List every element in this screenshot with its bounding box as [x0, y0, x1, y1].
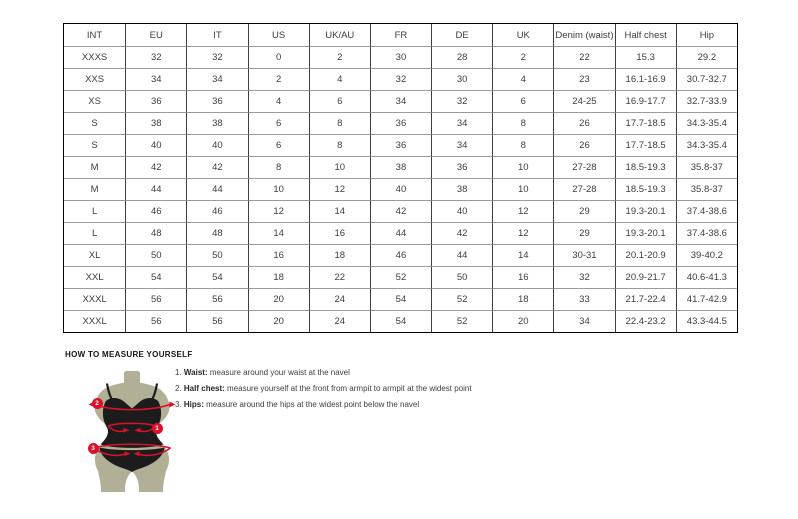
instruction-half-chest	[175, 381, 472, 397]
table-cell: 34.3-35.4	[676, 112, 737, 134]
table-cell: 16.1-16.9	[615, 68, 676, 90]
table-cell: 27-28	[553, 156, 614, 178]
table-cell: 33	[553, 288, 614, 310]
table-cell: M	[64, 156, 125, 178]
table-cell: XXXL	[64, 288, 125, 310]
table-cell: 24-25	[553, 90, 614, 112]
hips-badge: 3	[88, 443, 99, 454]
table-cell: 40	[370, 178, 431, 200]
table-cell: 8	[248, 156, 309, 178]
table-cell: 2	[492, 46, 553, 68]
column-header: IT	[186, 24, 247, 46]
table-cell: 8	[309, 112, 370, 134]
header-row	[64, 24, 737, 46]
table-cell: XXXL	[64, 310, 125, 332]
table-cell: 6	[492, 90, 553, 112]
table-cell: 46	[370, 244, 431, 266]
table-cell: 28	[431, 46, 492, 68]
table-cell: S	[64, 112, 125, 134]
table-row	[64, 244, 737, 266]
table-cell: 36	[370, 112, 431, 134]
table-cell: 18	[492, 288, 553, 310]
table-cell: 38	[431, 178, 492, 200]
table-cell: 18.5-19.3	[615, 156, 676, 178]
table-cell: 23	[553, 68, 614, 90]
table-row	[64, 68, 737, 90]
table-row	[64, 310, 737, 332]
table-cell: 34	[125, 68, 186, 90]
table-cell: 34	[186, 68, 247, 90]
table-cell: 12	[248, 200, 309, 222]
table-cell: 17.7-18.5	[615, 112, 676, 134]
instruction-number: 2.	[175, 384, 182, 393]
instruction-label: Waist:	[183, 368, 208, 377]
table-cell: 44	[186, 178, 247, 200]
table-cell: 44	[370, 222, 431, 244]
table-cell: XXXS	[64, 46, 125, 68]
table-cell: 52	[431, 310, 492, 332]
table-cell: 32	[125, 46, 186, 68]
table-cell: 19.3-20.1	[615, 200, 676, 222]
instruction-label: Half chest:	[183, 384, 225, 393]
table-cell: 10	[492, 156, 553, 178]
table-cell: 42	[125, 156, 186, 178]
table-cell: 44	[431, 244, 492, 266]
table-cell: 4	[248, 90, 309, 112]
table-cell: 56	[186, 288, 247, 310]
table-cell: 38	[186, 112, 247, 134]
table-cell: 19.3-20.1	[615, 222, 676, 244]
measure-instructions	[175, 365, 472, 413]
table-cell: 16	[309, 222, 370, 244]
table-row	[64, 288, 737, 310]
table-cell: 34	[370, 90, 431, 112]
table-cell: 20.9-21.7	[615, 266, 676, 288]
instruction-text: measure around your waist at the navel	[207, 368, 350, 377]
table-cell: 15.3	[615, 46, 676, 68]
table-cell: 4	[492, 68, 553, 90]
table-cell: 52	[370, 266, 431, 288]
table-row	[64, 46, 737, 68]
table-cell: 36	[125, 90, 186, 112]
table-cell: 20	[248, 288, 309, 310]
measurement-figure	[80, 370, 184, 492]
table-row	[64, 178, 737, 200]
table-cell: 39-40.2	[676, 244, 737, 266]
table-cell: 42	[370, 200, 431, 222]
table-cell: 26	[553, 134, 614, 156]
table-row	[64, 90, 737, 112]
column-header: INT	[86, 29, 103, 41]
table-cell: 40	[125, 134, 186, 156]
table-cell: 14	[248, 222, 309, 244]
table-cell: 2	[248, 68, 309, 90]
column-header: Half chest	[615, 24, 676, 46]
table-cell: 29	[553, 200, 614, 222]
table-cell: 10	[248, 178, 309, 200]
table-cell: 6	[309, 90, 370, 112]
table-cell: XS	[64, 90, 125, 112]
table-cell: 4	[309, 68, 370, 90]
table-cell: 12	[309, 178, 370, 200]
table-cell: M	[64, 178, 125, 200]
table-cell: 40	[431, 200, 492, 222]
instruction-hips	[175, 397, 472, 413]
table-cell: 34	[553, 310, 614, 332]
table-row	[64, 156, 737, 178]
table-cell: 8	[309, 134, 370, 156]
table-cell: 48	[186, 222, 247, 244]
table-cell: 42	[431, 222, 492, 244]
table-cell: 46	[186, 200, 247, 222]
table-cell: 8	[492, 112, 553, 134]
instruction-text: measure around the hips at the widest point below the navel	[203, 400, 420, 409]
table-row	[64, 134, 737, 156]
table-cell: L	[64, 222, 125, 244]
table-cell: 16.9-17.7	[615, 90, 676, 112]
table-cell: 22	[309, 266, 370, 288]
table-cell: 50	[125, 244, 186, 266]
table-cell: 21.7-22.4	[615, 288, 676, 310]
table-cell: XXS	[64, 68, 125, 90]
table-cell: 34	[431, 134, 492, 156]
table-cell: 27-28	[553, 178, 614, 200]
table-cell: 30	[370, 46, 431, 68]
table-cell: 24	[309, 288, 370, 310]
column-header: Denim (waist)	[553, 24, 614, 46]
column-header: DE	[431, 24, 492, 46]
table-cell: 18.5-19.3	[615, 178, 676, 200]
column-header: Hip	[676, 24, 737, 46]
table-cell: 32	[431, 90, 492, 112]
table-cell: 40	[186, 134, 247, 156]
table-cell: 41.7-42.9	[676, 288, 737, 310]
column-header: US	[248, 24, 309, 46]
instruction-label: Hips:	[183, 400, 204, 409]
table-cell: 54	[125, 266, 186, 288]
table-cell: 35.8-37	[676, 178, 737, 200]
table-row	[64, 112, 737, 134]
table-cell: 2	[309, 46, 370, 68]
table-cell: 14	[492, 244, 553, 266]
table-cell: S	[64, 134, 125, 156]
table-cell: 20.1-20.9	[615, 244, 676, 266]
table-cell: 12	[492, 200, 553, 222]
table-cell: 54	[186, 266, 247, 288]
table-cell: 10	[309, 156, 370, 178]
table-cell: 32	[553, 266, 614, 288]
table-cell: 50	[186, 244, 247, 266]
table-cell: 34	[431, 112, 492, 134]
table-cell: 42	[186, 156, 247, 178]
table-cell: 16	[492, 266, 553, 288]
table-cell: 56	[125, 288, 186, 310]
table-cell: 38	[370, 156, 431, 178]
table-cell: 6	[248, 134, 309, 156]
table-row	[64, 222, 737, 244]
table-cell: 46	[125, 200, 186, 222]
table-cell: 26	[553, 112, 614, 134]
table-cell: 34.3-35.4	[676, 134, 737, 156]
table-cell: 56	[186, 310, 247, 332]
table-cell: 8	[492, 134, 553, 156]
table-cell: 50	[431, 266, 492, 288]
table-cell: 18	[309, 244, 370, 266]
table-cell: L	[64, 200, 125, 222]
table-cell: 36	[431, 156, 492, 178]
table-cell: 37.4-38.6	[676, 222, 737, 244]
size-chart-table	[63, 23, 738, 333]
table-cell: 32.7-33.9	[676, 90, 737, 112]
table-cell: 36	[186, 90, 247, 112]
table-cell: 54	[370, 310, 431, 332]
table-cell: 44	[125, 178, 186, 200]
table-cell: 35.8-37	[676, 156, 737, 178]
table-cell: 37.4-38.6	[676, 200, 737, 222]
table-cell: 10	[492, 178, 553, 200]
measure-section-heading: HOW TO MEASURE YOURSELF	[65, 350, 193, 359]
table-cell: 6	[248, 112, 309, 134]
instruction-number: 3.	[175, 400, 182, 409]
table-cell: 22.4-23.2	[615, 310, 676, 332]
table-cell: 48	[125, 222, 186, 244]
table-cell: 22	[553, 46, 614, 68]
table-cell: 0	[248, 46, 309, 68]
table-cell: 29	[553, 222, 614, 244]
table-cell: 29.2	[676, 46, 737, 68]
instruction-text: measure yourself at the front from armpit to armpit at the widest point	[224, 384, 472, 393]
table-cell: 12	[492, 222, 553, 244]
table-cell: 30-31	[553, 244, 614, 266]
table-cell: 30	[431, 68, 492, 90]
table-cell: 17.7-18.5	[615, 134, 676, 156]
column-header: EU	[125, 24, 186, 46]
table-cell: 52	[431, 288, 492, 310]
instruction-number: 1.	[175, 368, 182, 377]
waist-badge: 1	[152, 423, 163, 434]
table-cell: 54	[370, 288, 431, 310]
table-cell: 32	[370, 68, 431, 90]
table-cell: 36	[370, 134, 431, 156]
table-cell: XXL	[64, 266, 125, 288]
instruction-waist	[175, 365, 472, 381]
table-cell: 40.6-41.3	[676, 266, 737, 288]
half-chest-badge: 2	[92, 398, 103, 409]
table-cell: 20	[248, 310, 309, 332]
column-header: FR	[370, 24, 431, 46]
table-cell: 38	[125, 112, 186, 134]
table-cell: XL	[64, 244, 125, 266]
table-cell: 30.7-32.7	[676, 68, 737, 90]
table-row	[64, 200, 737, 222]
table-cell: 56	[125, 310, 186, 332]
table-cell: 24	[309, 310, 370, 332]
table-cell: 16	[248, 244, 309, 266]
table-cell: 18	[248, 266, 309, 288]
mannequin-illustration	[80, 370, 184, 492]
table-cell: 20	[492, 310, 553, 332]
table-cell: 43.3-44.5	[676, 310, 737, 332]
column-header: UK/AU	[309, 24, 370, 46]
table-cell: 32	[186, 46, 247, 68]
table-row	[64, 266, 737, 288]
table-cell: 14	[309, 200, 370, 222]
column-header: UK	[492, 24, 553, 46]
